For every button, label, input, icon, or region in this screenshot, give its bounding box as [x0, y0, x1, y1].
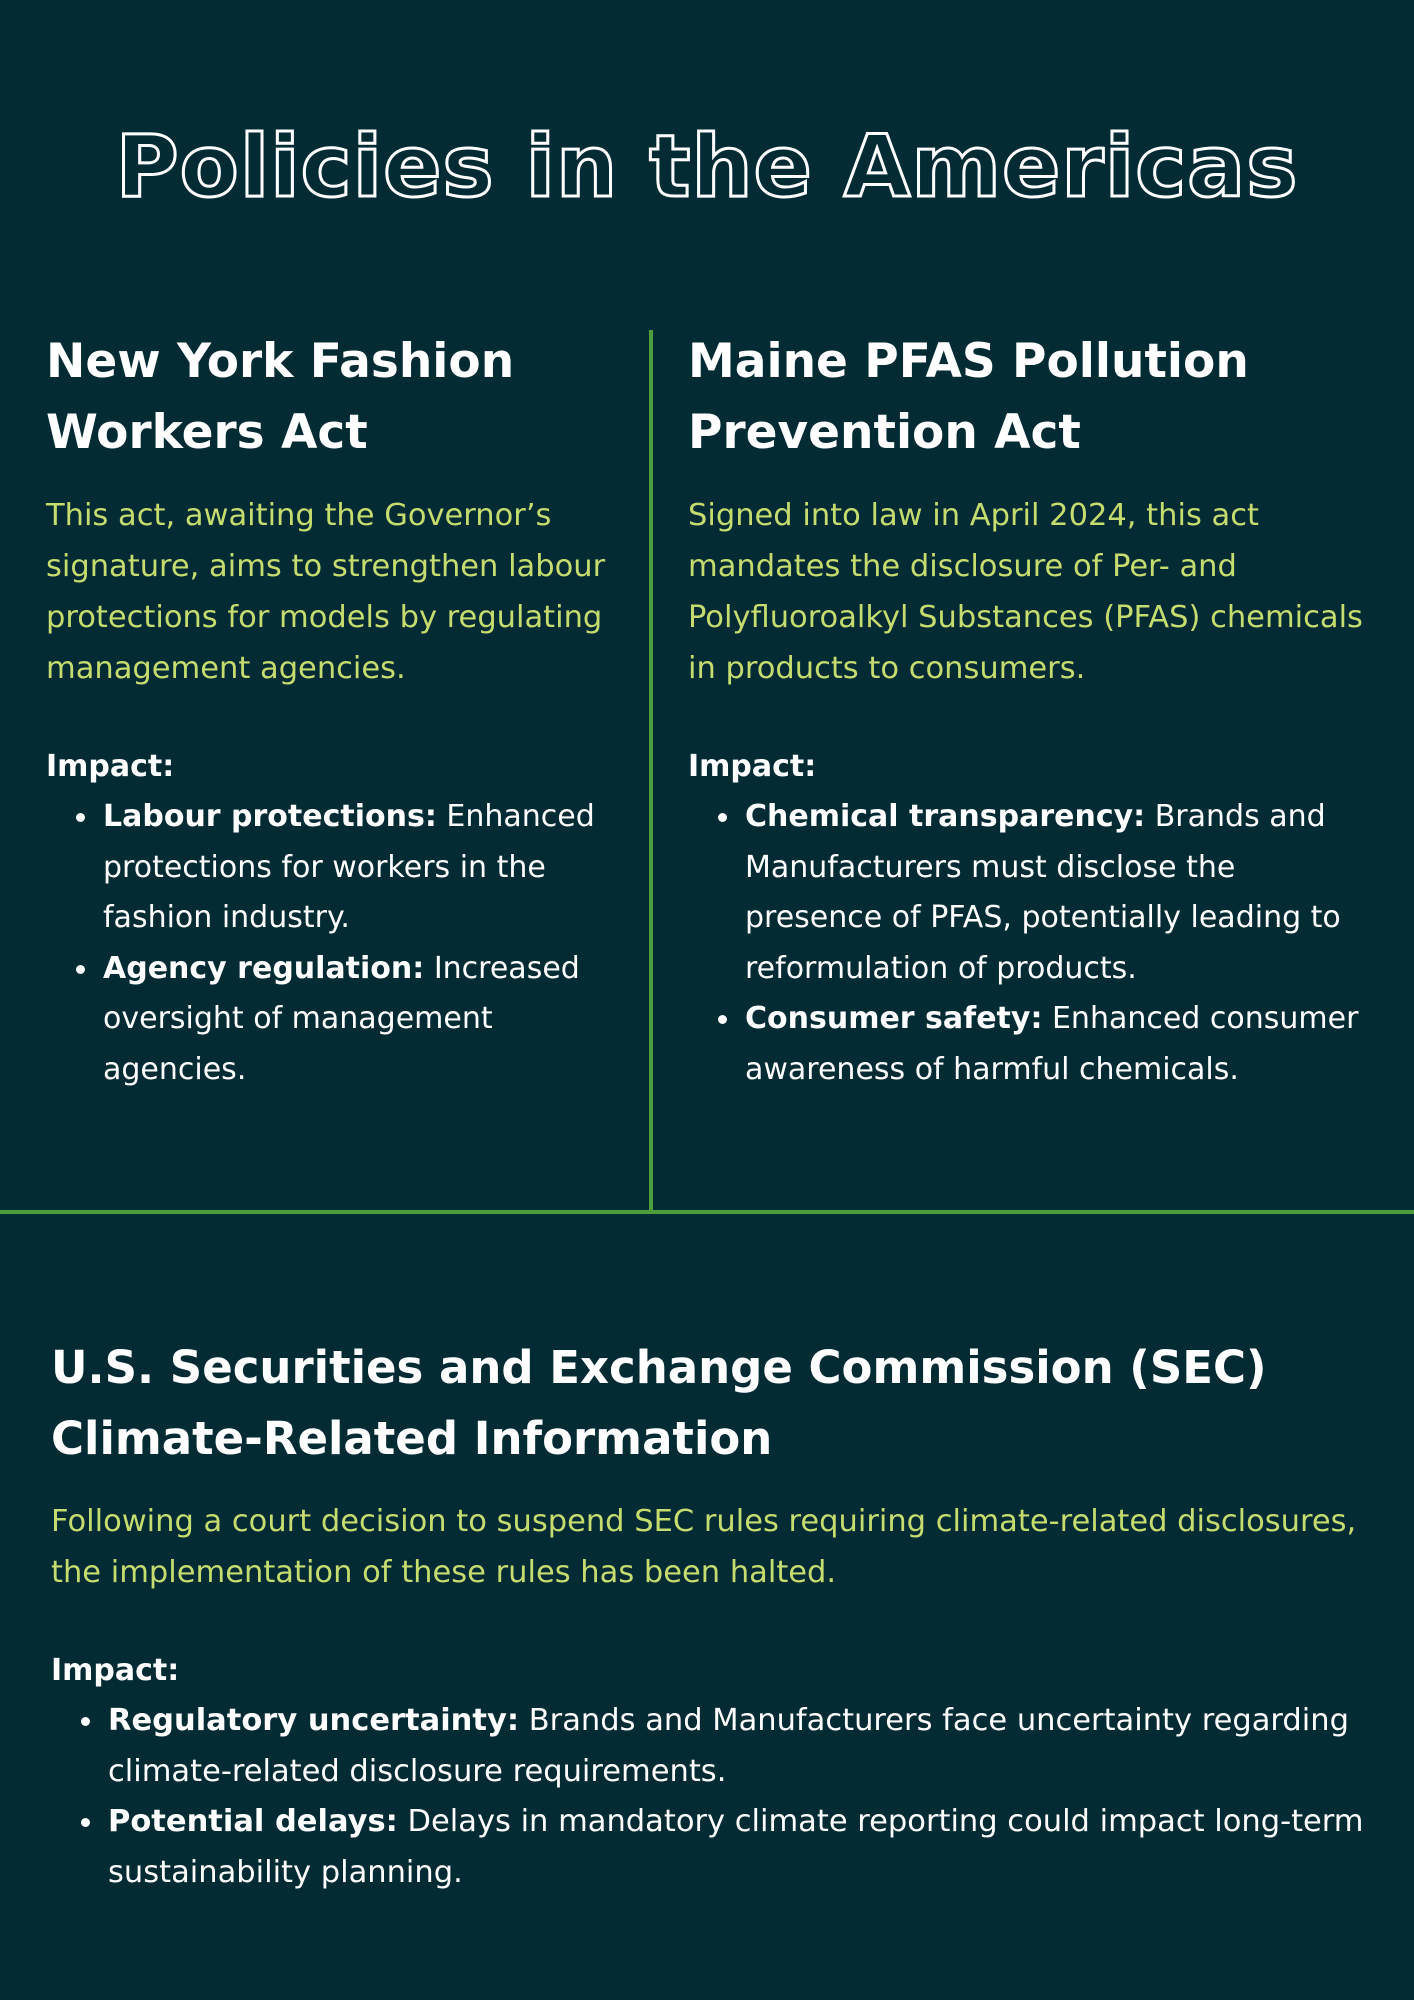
section-heading: U.S. Securities and Exchange Commission (SEC) Climate-Related Information — [51, 1341, 1267, 1465]
sec-climate-section — [51, 1332, 1381, 1898]
vertical-divider — [649, 330, 653, 1212]
impact-item — [108, 1797, 1381, 1898]
impact-item — [103, 944, 626, 1096]
impact-term: Regulatory uncertainty: — [108, 1703, 520, 1738]
impact-term: Labour protections: — [103, 799, 437, 834]
impact-item — [745, 994, 1378, 1095]
impact-label: Impact: — [51, 1653, 180, 1688]
impact-text: Brands and Manufacturers face uncertainty regarding climate-related disclosure requirements. — [108, 1703, 1349, 1789]
impact-item — [108, 1696, 1381, 1797]
impact-text: Increased oversight of management agencies. — [103, 950, 580, 1087]
section-heading: New York Fashion Workers Act — [46, 334, 515, 460]
horizontal-divider — [0, 1210, 1414, 1214]
page-title: Policies in the Americas — [115, 117, 1299, 217]
ny-fashion-workers-act-section — [46, 326, 626, 1095]
maine-pfas-act-section — [688, 326, 1378, 1095]
impact-label: Impact: — [688, 749, 817, 784]
impact-text: Enhanced protections for workers in the fashion industry. — [103, 799, 595, 935]
section-heading: Maine PFAS Pollution Prevention Act — [688, 334, 1249, 460]
impact-text: Enhanced consumer awareness of harmful chemicals. — [745, 1001, 1359, 1087]
impact-list — [688, 792, 1378, 1095]
impact-term: Potential delays: — [108, 1804, 398, 1839]
impact-text: Brands and Manufacturers must disclose the presence of PFAS, potentially leading to reformulation of products. — [745, 799, 1341, 986]
section-description: This act, awaiting the Governor’s signature, aims to strengthen labour protections for models by regulating management agencies. — [46, 498, 606, 686]
section-description: Following a court decision to suspend SEC rules requiring climate-related disclosures, the implementation of these rules has been halted. — [51, 1504, 1357, 1590]
section-description: Signed into law in April 2024, this act mandates the disclosure of Per- and Polyfluoroalkyl Substances (PFAS) chemicals in products to consumers. — [688, 498, 1363, 686]
impact-item — [103, 792, 626, 944]
impact-term: Agency regulation: — [103, 950, 425, 986]
impact-item — [745, 792, 1378, 994]
impact-term: Consumer safety: — [745, 1001, 1043, 1036]
impact-term: Chemical transparency: — [745, 799, 1146, 834]
impact-label: Impact: — [46, 749, 175, 784]
impact-text: Delays in mandatory climate reporting could impact long-term sustainability planning. — [108, 1804, 1364, 1890]
impact-list — [46, 792, 626, 1095]
impact-list — [51, 1696, 1381, 1898]
